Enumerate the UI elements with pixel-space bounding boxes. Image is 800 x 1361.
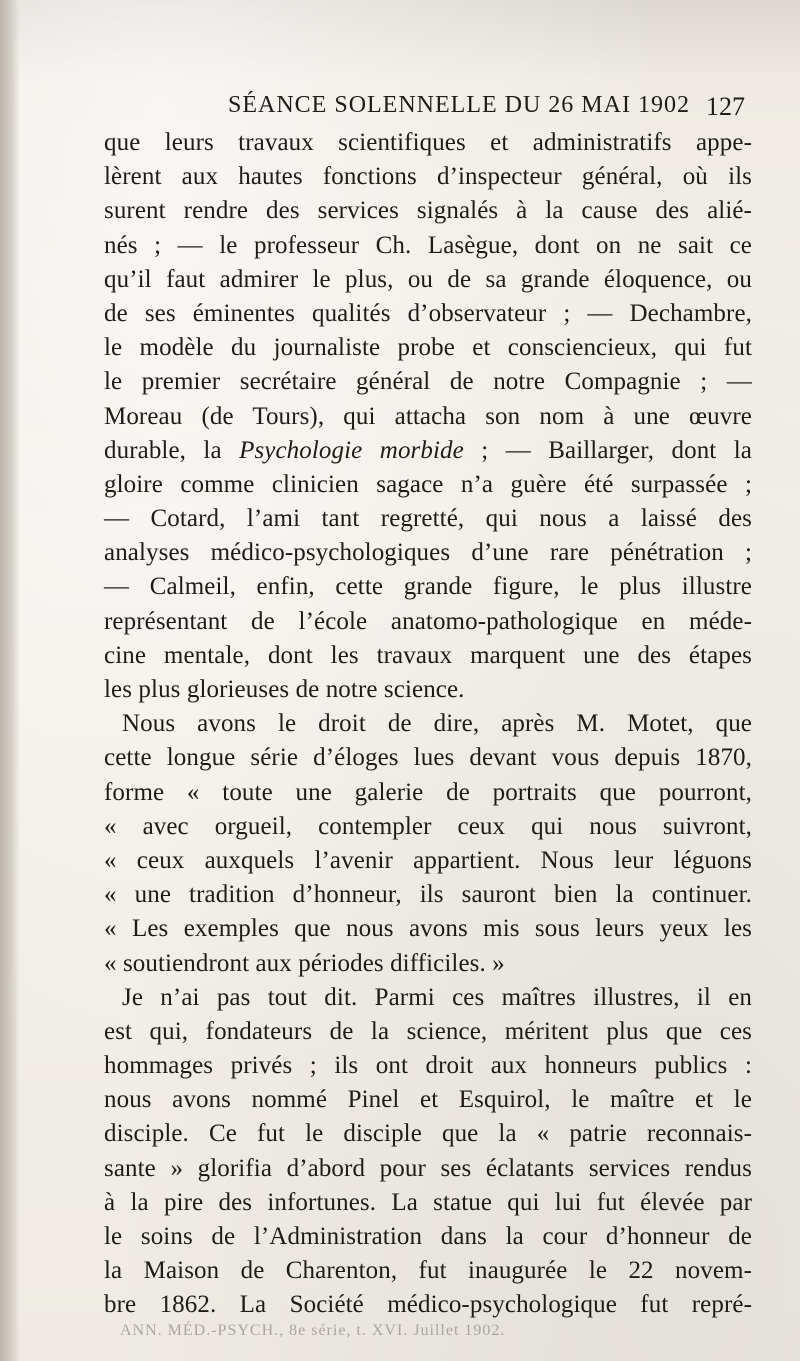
- text-line: hommages privés ; ils ont droit aux honneurs publics :: [104, 1052, 752, 1080]
- text-line: cette longue série d’éloges lues devant vous depuis 1870,: [104, 744, 752, 772]
- text-line: « ceux auxquels l’avenir appartient. Nous leur léguons: [104, 846, 752, 874]
- page-number: 127: [706, 92, 745, 121]
- header-title: SÉANCE SOLENNELLE DU 26 MAI 1902: [228, 92, 690, 118]
- text-line: « Les exemples que nous avons mis sous leurs yeux les: [104, 915, 752, 943]
- paragraph-3: [104, 981, 752, 1323]
- page-left-edge: [0, 0, 20, 1361]
- paragraph-2: [104, 707, 752, 981]
- text-line: de ses éminentes qualités d’observateur ; — Dechambre,: [104, 299, 752, 327]
- text-line: nous avons nommé Pinel et Esquirol, le maître et le: [104, 1086, 752, 1114]
- text-line: les plus glorieuses de notre science.: [104, 676, 465, 703]
- text-line: Je n’ai pas tout dit. Parmi ces maîtres illustres, il en: [122, 983, 752, 1011]
- text-line: « une tradition d’honneur, ils sauront bien la continuer.: [104, 881, 752, 909]
- text-line: nés ; — le professeur Ch. Lasègue, dont on ne sait ce: [104, 231, 752, 259]
- text-line: cine mentale, dont les travaux marquent une des étapes: [104, 641, 752, 669]
- text-line: représentant de l’école anatomo-pathologique en méde-: [104, 607, 752, 635]
- running-header: [0, 92, 800, 122]
- text-line: surent rendre des services signalés à la cause des alié-: [104, 197, 752, 225]
- text-line: — Cotard, l’ami tant regretté, qui nous a laissé des: [104, 505, 752, 533]
- text-line: à la pire des infortunes. La statue qui lui fut élevée par: [104, 1188, 752, 1216]
- body-text: [104, 126, 752, 1323]
- text-line: — Calmeil, enfin, cette grande figure, le plus illustre: [104, 573, 752, 601]
- text-line: le soins de l’Administration dans la cour d’honneur de: [104, 1223, 752, 1250]
- text-line: disciple. Ce fut le disciple que la « patrie reconnais-: [104, 1120, 752, 1148]
- text-line: bre 1862. La Société médico-psychologique fut repré-: [104, 1291, 752, 1319]
- text-line-with-italic: durable, la Psychologie morbide ; — Baillarger, dont la: [104, 436, 752, 464]
- text-line: le premier secrétaire général de notre Compagnie ; —: [104, 368, 752, 396]
- text-line: Moreau (de Tours), qui attacha son nom à une œuvre: [104, 402, 752, 430]
- text-line: Nous avons le droit de dire, après M. Motet, que: [122, 710, 752, 738]
- text-line: gloire comme clinicien sagace n’a guère été surpassée ;: [104, 470, 752, 498]
- text-line: qu’il faut admirer le plus, ou de sa grande éloquence, ou: [104, 265, 752, 293]
- paragraph-1: [104, 126, 752, 707]
- text-line: est qui, fondateurs de la science, méritent plus que ces: [104, 1017, 752, 1045]
- text-line: lèrent aux hautes fonctions d’inspecteur général, où ils: [104, 163, 752, 191]
- text-line: analyses médico-psychologiques d’une rare pénétration ;: [104, 539, 752, 567]
- text-line: le modèle du journaliste probe et consciencieux, qui fut: [104, 334, 752, 362]
- text-line: la Maison de Charenton, fut inaugurée le 22 novem-: [104, 1257, 752, 1285]
- italic-title: Psychologie morbide: [239, 436, 464, 464]
- text-line: « soutiendront aux périodes difficiles. »: [104, 949, 505, 977]
- text-line: « avec orgueil, contempler ceux qui nous suivront,: [104, 812, 752, 840]
- text-line: forme « toute une galerie de portraits que pourront,: [104, 778, 752, 806]
- text-line: que leurs travaux scientifiques et administratifs appe-: [104, 129, 752, 156]
- footer-signature: ANN. MÉD.-PSYCH., 8e série, t. XVI. Juillet 1902.: [120, 1322, 506, 1339]
- text-line: sante » glorifia d’abord pour ses éclatants services rendus: [104, 1154, 752, 1182]
